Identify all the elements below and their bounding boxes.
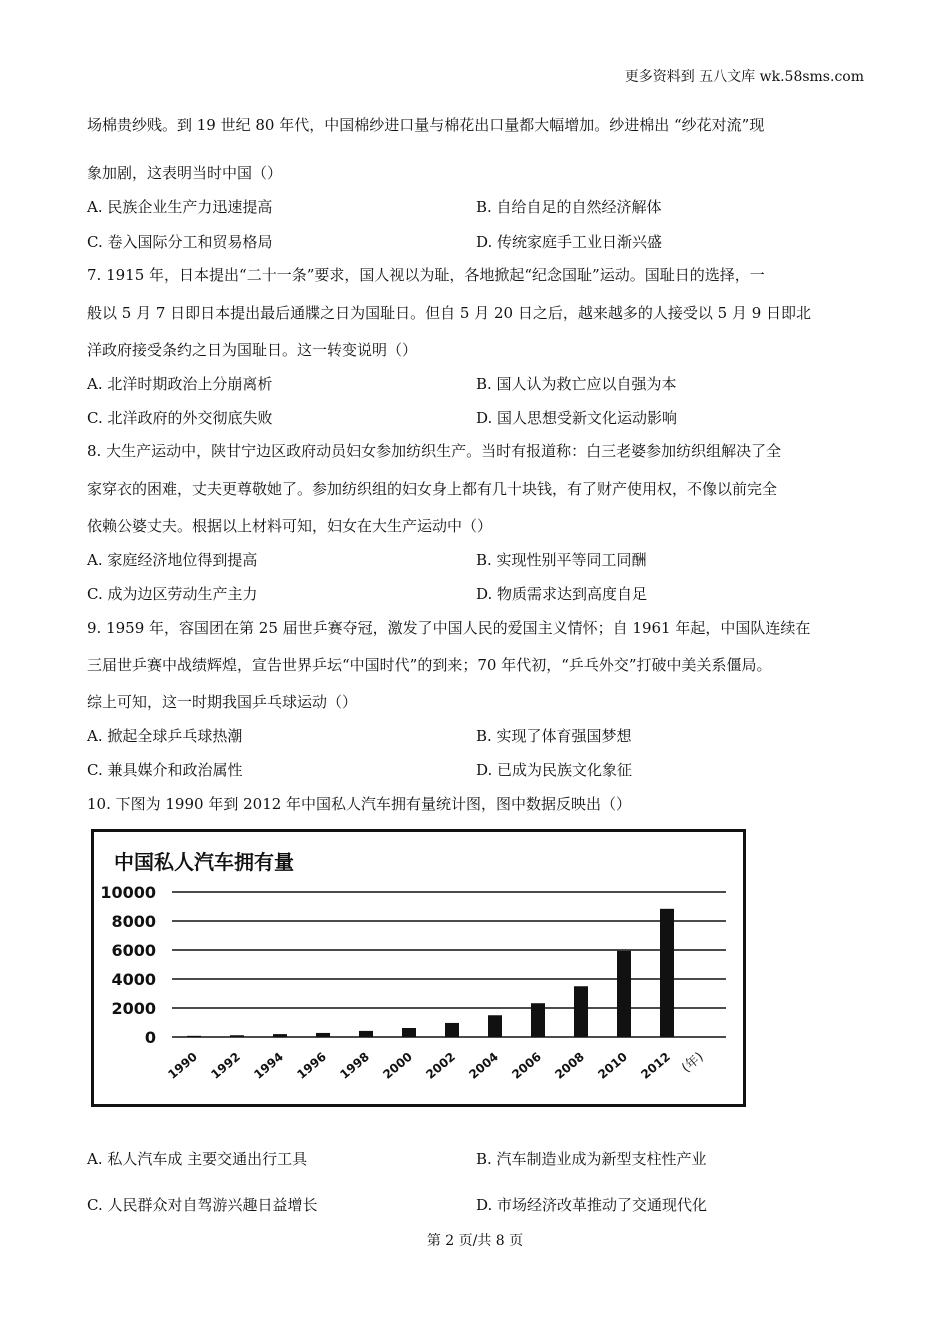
q10-option-c[interactable]: C. 人民群众对自驾游兴趣日益增长 — [87, 1196, 318, 1214]
x-axis-unit-label: (年) — [679, 1049, 707, 1076]
q9-option-b[interactable]: B. 实现了体育强国梦想 — [476, 727, 632, 745]
bar — [316, 1033, 330, 1037]
q7-line-1: 7. 1915 年，日本提出“二十一条”要求，国人视以为耻，各地掀起“纪念国耻”运动。国耻日的选择，一 — [87, 266, 765, 284]
q6-option-b[interactable]: B. 自给自足的自然经济解体 — [476, 198, 662, 216]
q7-option-a[interactable]: A. 北洋时期政治上分崩离析 — [87, 375, 273, 393]
bar — [187, 1036, 201, 1037]
x-tick-label: 2012 — [638, 1049, 673, 1082]
q10-option-a[interactable]: A. 私人汽车成 主要交通出行工具 — [87, 1150, 308, 1168]
y-tick-label: 4000 — [111, 970, 156, 989]
bar — [617, 951, 631, 1037]
q6-option-a[interactable]: A. 民族企业生产力迅速提高 — [87, 198, 273, 216]
car-ownership-chart — [91, 829, 746, 1107]
chart-title: 中国私人汽车拥有量 — [114, 850, 294, 874]
y-tick-label: 6000 — [111, 941, 156, 960]
y-tick-label: 8000 — [111, 912, 156, 931]
q8-option-a[interactable]: A. 家庭经济地位得到提高 — [87, 551, 258, 569]
q9-line-1: 9. 1959 年，容国团在第 25 届世乒赛夺冠，激发了中国人民的爱国主义情怀；自 1961 年起，中国队连续在 — [87, 619, 811, 637]
x-tick-label: 2006 — [509, 1049, 544, 1082]
q10-option-b[interactable]: B. 汽车制造业成为新型支柱性产业 — [476, 1150, 707, 1168]
header-site-text: 更多资料到 五八文库 wk.58sms.com — [624, 69, 864, 85]
q6-line-1: 场棉贵纱贱。到 19 世纪 80 年代，中国棉纱进口量与棉花出口量都大幅增加。纱进棉出 “纱花对流”现 — [87, 116, 765, 134]
x-tick-label: 2004 — [466, 1049, 501, 1082]
x-tick-label: 1990 — [165, 1049, 200, 1082]
y-tick-label: 0 — [144, 1028, 156, 1047]
q9-option-a[interactable]: A. 掀起全球乒乓球热潮 — [87, 727, 243, 745]
bar — [574, 986, 588, 1037]
q7-line-3: 洋政府接受条约之日为国耻日。这一转变说明（） — [87, 341, 418, 359]
x-tick-label: 2008 — [552, 1049, 587, 1082]
bar — [531, 1003, 545, 1037]
q8-option-b[interactable]: B. 实现性别平等同工同酬 — [476, 551, 647, 569]
q10-option-d[interactable]: D. 市场经济改革推动了交通现代化 — [476, 1196, 708, 1214]
q6-option-d[interactable]: D. 传统家庭手工业日渐兴盛 — [476, 233, 663, 251]
q9-line-3: 综上可知，这一时期我国乒乓球运动（） — [87, 693, 358, 711]
q8-option-d[interactable]: D. 物质需求达到高度自足 — [476, 585, 648, 603]
q9-option-c[interactable]: C. 兼具媒介和政治属性 — [87, 761, 243, 779]
y-tick-label: 2000 — [111, 999, 156, 1018]
bar — [660, 909, 674, 1037]
y-tick-label: 10000 — [100, 883, 156, 902]
bar — [488, 1015, 502, 1037]
x-tick-label: 2002 — [423, 1049, 458, 1082]
x-tick-label: 2010 — [595, 1049, 630, 1082]
q7-option-d[interactable]: D. 国人思想受新文化运动影响 — [476, 409, 678, 427]
x-tick-label: 2000 — [380, 1049, 415, 1082]
x-tick-label: 1992 — [208, 1049, 243, 1082]
q8-line-1: 8. 大生产运动中，陕甘宁边区政府动员妇女参加纺织生产。当时有报道称：白三老婆参加纺织组解决了全 — [87, 442, 782, 460]
q10-line-1: 10. 下图为 1990 年到 2012 年中国私人汽车拥有量统计图，图中数据反映出（） — [87, 795, 632, 813]
bar — [445, 1023, 459, 1037]
q6-option-c[interactable]: C. 卷入国际分工和贸易格局 — [87, 233, 273, 251]
q8-option-c[interactable]: C. 成为边区劳动生产主力 — [87, 585, 258, 603]
q9-line-2: 三届世乒赛中战绩辉煌，宣告世界乒坛“中国时代”的到来；70 年代初，“乒乓外交”打破中美关系僵局。 — [87, 656, 772, 674]
x-tick-label: 1994 — [251, 1049, 286, 1082]
bar — [230, 1035, 244, 1037]
chart-plot — [94, 832, 743, 1104]
x-tick-label: 1996 — [294, 1049, 329, 1082]
q8-line-3: 依赖公婆丈夫。根据以上材料可知，妇女在大生产运动中（） — [87, 517, 493, 535]
q7-line-2: 般以 5 月 7 日即日本提出最后通牒之日为国耻日。但自 5 月 20 日之后，越来越多的人接受以 5 月 9 日即北 — [87, 304, 812, 322]
x-tick-label: 1998 — [337, 1049, 372, 1082]
page-number: 第 2 页/共 8 页 — [426, 1233, 524, 1249]
bar — [359, 1031, 373, 1037]
q7-option-b[interactable]: B. 国人认为救亡应以自强为本 — [476, 375, 677, 393]
bar — [273, 1034, 287, 1037]
q7-option-c[interactable]: C. 北洋政府的外交彻底失败 — [87, 409, 273, 427]
q6-line-2: 象加剧，这表明当时中国（） — [87, 164, 283, 182]
q8-line-2: 家穿衣的困难，丈夫更尊敬她了。参加纺织组的妇女身上都有几十块钱，有了财产使用权，不像以前完全 — [87, 480, 778, 498]
bar — [402, 1028, 416, 1037]
q9-option-d[interactable]: D. 已成为民族文化象征 — [476, 761, 633, 779]
